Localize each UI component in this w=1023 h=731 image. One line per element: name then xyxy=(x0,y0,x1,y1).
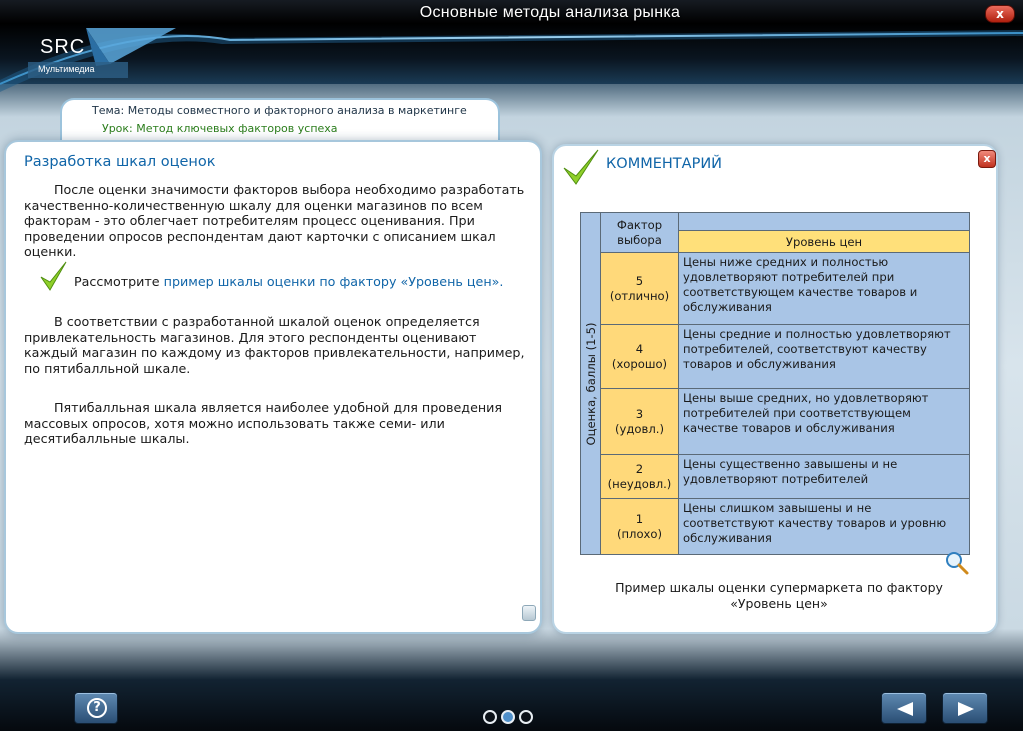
score-value: 4 xyxy=(635,341,644,356)
description-cell: Цены слишком завышены и не соответствуют качеству товаров и уровню обслуживания xyxy=(679,499,970,555)
score-value: 3 xyxy=(635,406,644,421)
description-cell: Цены существенно завышены и не удовлетворяют потребителей xyxy=(679,455,970,499)
arrow-right-icon xyxy=(956,701,976,717)
close-comment-button[interactable]: x xyxy=(978,150,996,168)
logo xyxy=(28,26,178,82)
vertical-axis-label: Оценка, баллы (1-5) xyxy=(583,321,598,446)
score-cell xyxy=(601,325,679,389)
content-title: Разработка шкал оценок xyxy=(24,154,216,170)
table-row xyxy=(581,455,970,499)
scroll-handle[interactable] xyxy=(522,605,536,621)
window-title: Основные методы анализа рынка xyxy=(419,4,681,21)
score-cell xyxy=(601,455,679,499)
content-panel xyxy=(4,140,542,634)
page-dot-3[interactable] xyxy=(519,710,533,724)
example-link[interactable]: пример шкалы оценки по фактору «Уровень цен». xyxy=(163,274,504,289)
score-label: (плохо) xyxy=(616,526,663,541)
score-label: (отлично) xyxy=(609,288,670,303)
description-cell: Цены выше средних, но удовлетворяют потребителей при соответствующем качестве товаров и обслуживания xyxy=(679,389,970,455)
previous-button[interactable] xyxy=(881,692,927,724)
price-level-header: Уровень цен xyxy=(679,231,970,253)
comment-title: КОММЕНТАРИЙ xyxy=(606,156,723,172)
header-blank xyxy=(679,213,970,231)
paragraph-3: Пятибалльная шкала является наиболее удобной для проведения массовых опросов, хотя можно использовать также семи- или десятибалльные шкалы. xyxy=(24,400,503,446)
score-label: (удовл.) xyxy=(615,421,664,436)
comment-panel xyxy=(552,144,998,634)
paragraph-2: В соответствии с разработанной шкалой оценок определяется привлекательность магазинов. Для этого респонденты оценивают каждый магазин по каждому из факторов привлекательности, например, по пятибалльной шкале. xyxy=(24,314,525,376)
table-row xyxy=(581,253,970,325)
arrow-left-icon xyxy=(895,701,915,717)
rating-scale-table xyxy=(580,212,970,555)
topic-label: Тема: Методы совместного и факторного анализа в маркетинге xyxy=(92,104,467,117)
logo-subtitle: Мультимедиа xyxy=(38,64,95,74)
checkmark-icon xyxy=(38,260,68,294)
footer xyxy=(0,680,1023,731)
factor-header: Фактор выбора xyxy=(601,213,679,253)
vertical-axis-cell xyxy=(581,213,601,555)
magnifier-icon[interactable] xyxy=(944,550,970,576)
score-value: 1 xyxy=(635,511,644,526)
table-row xyxy=(581,389,970,455)
table-row xyxy=(581,499,970,555)
help-icon: ? xyxy=(87,698,107,718)
next-button[interactable] xyxy=(942,692,988,724)
score-value: 2 xyxy=(635,461,644,476)
help-button[interactable] xyxy=(74,692,118,724)
lesson-label: Урок: Метод ключевых факторов успеха xyxy=(102,122,338,135)
example-line xyxy=(74,274,503,289)
page-indicator xyxy=(483,710,543,726)
paragraph-1: После оценки значимости факторов выбора необходимо разработать качественно-количественную шкалу для оценки магазинов по всем факторам - это облегчает потребителям процесс оценивания. При проведении опросов респондентам дают карточки с описанием шкал оценки. xyxy=(24,182,525,259)
topic-tab xyxy=(60,98,500,142)
header xyxy=(0,0,1023,90)
score-label: (хорошо) xyxy=(611,356,668,371)
table-row xyxy=(581,325,970,389)
description-cell: Цены ниже средних и полностью удовлетворяют потребителей при соответствующем качестве товаров и обслуживания xyxy=(679,253,970,325)
score-value: 5 xyxy=(635,273,644,288)
example-prefix: Рассмотрите xyxy=(74,274,160,289)
score-label: (неудовл.) xyxy=(607,476,672,491)
score-cell xyxy=(601,253,679,325)
page-dot-2[interactable] xyxy=(501,710,515,724)
score-cell xyxy=(601,499,679,555)
score-cell xyxy=(601,389,679,455)
comment-checkmark-icon xyxy=(562,148,602,188)
logo-brand: SRC xyxy=(40,36,86,58)
description-cell: Цены средние и полностью удовлетворяют потребителей, соответствуют качеству товаров и обслуживания xyxy=(679,325,970,389)
page-dot-1[interactable] xyxy=(483,710,497,724)
table-caption: Пример шкалы оценки супермаркета по фактору «Уровень цен» xyxy=(615,580,943,611)
close-window-button[interactable]: x xyxy=(985,5,1015,23)
